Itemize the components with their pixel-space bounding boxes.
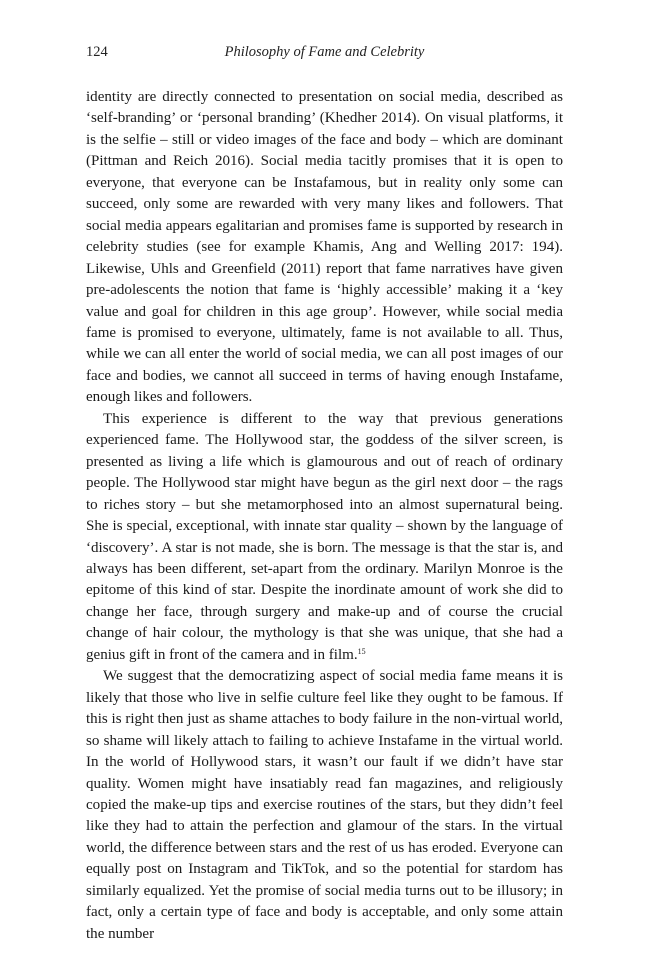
paragraph-3-text: We suggest that the democratizing aspect of social media fame means it is likely that those who live in selfie culture feel like they ought to be famous. If this is right then just as shame attaches to body failure in the non-virtual world, so shame will likely attach to failing to achieve Instafame in the virtual world. In the world of Hollywood stars, it wasn’t our fault if we didn’t have star quality. Women might have insatiably read fan magazines, and religiously copied the make-up tips and exercise routines of the stars, but they didn’t feel like they had to attain the perfection and glamour of the stars. In the virtual world, the difference between stars and the rest of us has eroded. Everyone can equally post on Instagram and TikTok, and so the potential for stardom has similarly equalized. Yet the promise of social media turns out to be illusory; in fact, only a certain type of face and body is acceptable, and only some attain the number: [86, 668, 563, 942]
paragraph-1: [86, 87, 563, 409]
page-header: [86, 44, 563, 64]
paragraph-3: [86, 666, 563, 945]
paragraph-1-text: identity are directly connected to presentation on social media, described as ‘self-branding’ or ‘personal branding’ (Khedher 2014). On visual platforms, it is the selfie – still or video images of the face and body – which are dominant (Pittman and Reich 2016). Social media tacitly promises that it is open to everyone, that everyone can be Instafamous, but in reality only some can succeed, only some are rewarded with very many likes and followers. That social media appears egalitarian and promises fame is supported by research in celebrity studies (see for example Khamis, Ang and Welling 2017: 194). Likewise, Uhls and Greenfield (2011) report that fame narratives have given pre-adolescents the notion that fame is ‘highly accessible’ making it a ‘key value and goal for children in this age group’. However, while social media fame is promised to everyone, ultimately, fame is not available to all. Thus, while we can all enter the world of social media, we can all post images of our face and bodies, we cannot all succeed in terms of having enough Instafame, enough likes and followers.: [86, 89, 563, 406]
footnote-marker[interactable]: 15: [357, 646, 366, 656]
body-text: [86, 87, 563, 945]
paragraph-2-text: This experience is different to the way that previous generations experienced fame. The Hollywood star, the goddess of the silver screen, is presented as living a life which is glamourous and out of reach of ordinary people. The Hollywood star might have begun as the girl next door – the rags to riches story – but she metamorphosed into an almost supernatural being. She is special, exceptional, with innate star quality – shown by the language of ‘discovery’. A star is not made, she is born. The message is that the star is, and always has been different, set-apart from the ordinary. Marilyn Monroe is the epitome of this kind of star. Despite the inordinate amount of work she did to change her face, through surgery and make-up and of course the crucial change of hair colour, the mythology is that she was unique, that she had a genius gift in front of the camera and in film.: [86, 410, 563, 663]
page-number: 124: [86, 44, 108, 60]
paragraph-2: [86, 409, 563, 666]
running-head: Philosophy of Fame and Celebrity: [224, 44, 425, 60]
